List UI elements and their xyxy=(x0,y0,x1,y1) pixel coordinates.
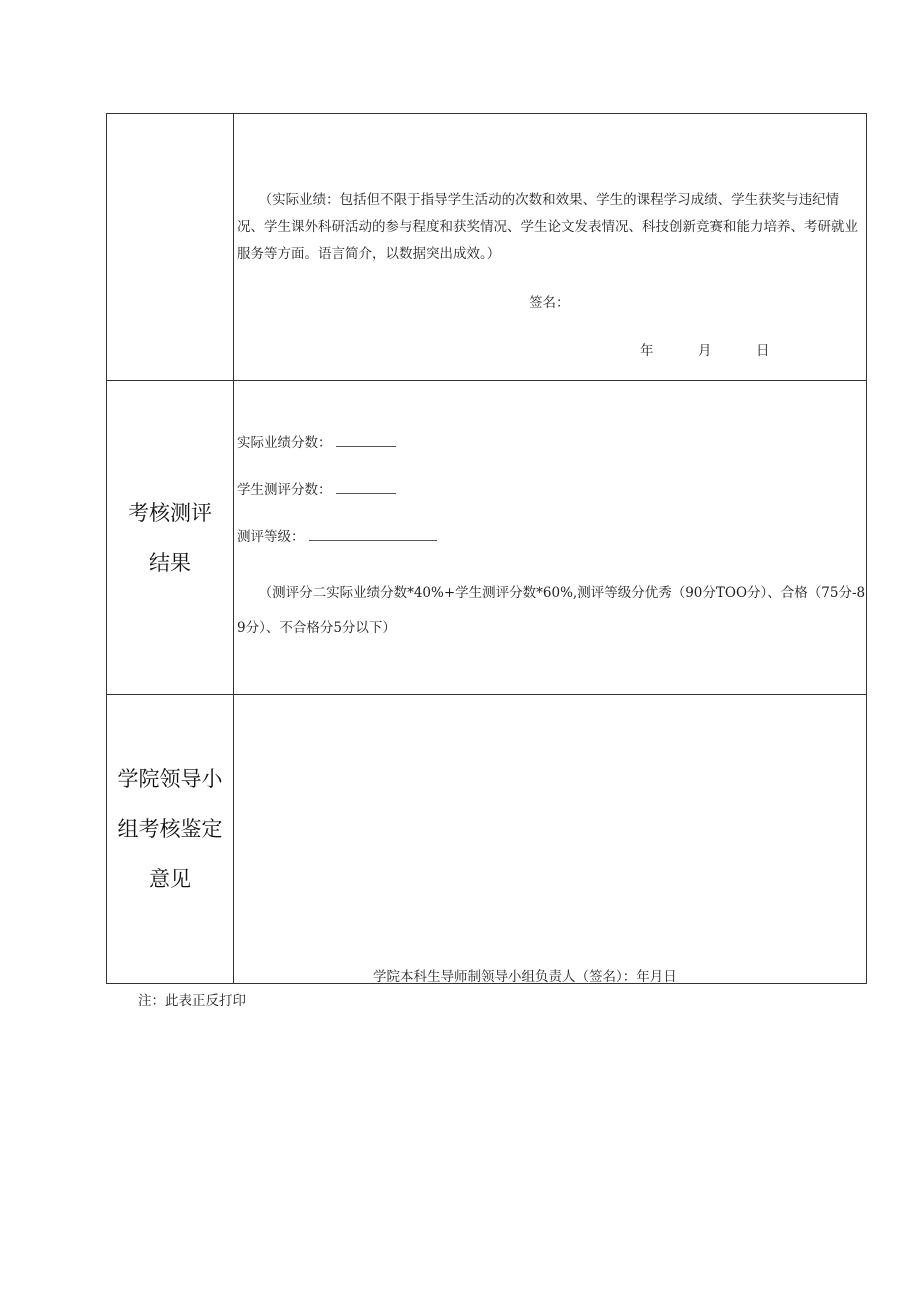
grade-label: 测评等级： xyxy=(237,529,305,545)
leadership-label-line3: 意见 xyxy=(149,867,191,891)
evaluation-table xyxy=(106,113,867,984)
grade-field xyxy=(237,525,437,545)
footnote: 注：此表正反打印 xyxy=(138,993,246,1009)
performance-label-cell xyxy=(107,114,234,380)
actual-score-label: 实际业绩分数： xyxy=(237,435,332,451)
performance-row xyxy=(107,114,866,381)
performance-description: （实际业绩：包括但不限于指导学生活动的次数和效果、学生的课程学习成绩、学生获奖与违纪情况、学生课外科研活动的参与程度和获奖情况、学生论文发表情况、科技创新竞赛和能力培养、考研就业服务等方面。语言简介，以数据突出成效。） xyxy=(237,192,858,262)
student-score-blank[interactable] xyxy=(336,492,396,494)
assessment-label-cell xyxy=(107,381,234,694)
leadership-label-line2: 组考核鉴定 xyxy=(117,817,223,841)
leadership-signature: 学院本科生导师制领导小组负责人（签名）：年月日 xyxy=(373,969,677,985)
signature-label: 签名： xyxy=(529,295,570,311)
actual-score-field xyxy=(237,431,396,451)
leadership-label-line1: 学院领导小 xyxy=(117,767,223,791)
actual-score-blank[interactable] xyxy=(336,445,396,447)
assessment-formula: （测评分二实际业绩分数*40%+学生测评分数*60%,测评等级分优秀（90分TOO分）、合格（75分-89分）、不合格分5分以下） xyxy=(237,585,866,636)
leadership-label-cell xyxy=(107,695,234,983)
date-year: 年 xyxy=(640,343,654,359)
leadership-row xyxy=(107,695,866,983)
student-score-field xyxy=(237,478,396,498)
assessment-label-line2: 结果 xyxy=(149,551,191,575)
performance-content-cell xyxy=(235,114,866,380)
grade-blank[interactable] xyxy=(309,539,437,541)
student-score-label: 学生测评分数： xyxy=(237,482,332,498)
leadership-content-cell xyxy=(235,695,866,983)
assessment-label-line1: 考核测评 xyxy=(128,501,212,525)
date-month: 月 xyxy=(698,343,712,359)
assessment-row xyxy=(107,381,866,695)
date-day: 日 xyxy=(756,343,770,359)
assessment-content-cell xyxy=(235,381,866,694)
